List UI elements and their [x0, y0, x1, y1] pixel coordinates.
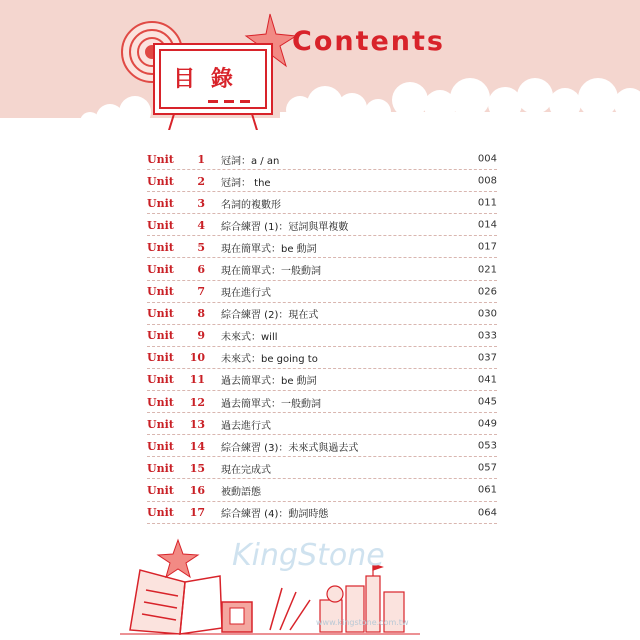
unit-label: Unit — [147, 174, 174, 188]
unit-label: Unit — [147, 218, 174, 232]
toc-row[interactable] — [147, 148, 497, 170]
unit-title: 綜合練習 (4)：動詞時態 — [221, 509, 329, 521]
page-number: 037 — [477, 352, 497, 364]
watermark-url: www.kingstone.com.tw — [316, 618, 409, 627]
header-illustration — [0, 0, 640, 130]
unit-number: 9 — [197, 329, 205, 343]
unit-title: 綜合練習 (3)：未來式與過去式 — [221, 442, 359, 454]
board-title: 目 錄 — [173, 67, 237, 92]
unit-number: 6 — [197, 263, 205, 277]
page-number: 011 — [477, 197, 497, 209]
unit-title: 過去簡單式：be 動詞 — [221, 376, 317, 388]
unit-label: Unit — [147, 351, 174, 365]
unit-number: 14 — [189, 439, 205, 453]
toc-row[interactable] — [147, 457, 497, 479]
page-number: 004 — [477, 153, 497, 165]
pencils-icon — [270, 588, 310, 630]
unit-label: Unit — [147, 483, 174, 497]
unit-title: 未來式：will — [221, 332, 278, 344]
unit-number: 10 — [189, 351, 205, 365]
unit-number: 8 — [197, 307, 205, 321]
star-icon — [158, 540, 198, 577]
page-number: 045 — [477, 396, 497, 408]
toc-row[interactable] — [147, 303, 497, 325]
toc-row[interactable] — [147, 502, 497, 524]
unit-title: 冠詞： the — [221, 177, 271, 189]
unit-label: Unit — [147, 307, 174, 321]
page-number: 064 — [477, 507, 497, 519]
unit-title: 現在簡單式：be 動詞 — [221, 243, 317, 255]
toc-row[interactable] — [147, 369, 497, 391]
unit-label: Unit — [147, 417, 174, 431]
toc-row[interactable] — [147, 192, 497, 214]
toc-row[interactable] — [147, 391, 497, 413]
unit-label: Unit — [147, 240, 174, 254]
page-number: 014 — [477, 219, 497, 231]
page-number: 017 — [477, 241, 497, 253]
unit-label: Unit — [147, 506, 174, 520]
unit-title: 冠詞：a / an — [221, 155, 280, 167]
unit-number: 15 — [189, 461, 205, 475]
unit-number: 11 — [189, 373, 205, 387]
unit-number: 12 — [189, 395, 205, 409]
unit-title: 未來式：be going to — [221, 354, 318, 366]
page-number: 026 — [477, 286, 497, 298]
table-of-contents — [147, 148, 497, 524]
page-number: 053 — [477, 440, 497, 452]
unit-title: 現在進行式 — [221, 288, 271, 300]
chalk-pieces — [208, 100, 250, 103]
unit-number: 16 — [189, 483, 205, 497]
open-book-icon — [130, 570, 222, 634]
unit-number: 3 — [197, 196, 205, 210]
page-number: 057 — [477, 462, 497, 474]
unit-number: 17 — [189, 506, 205, 520]
page-number: 041 — [477, 374, 497, 386]
unit-label: Unit — [147, 373, 174, 387]
unit-title: 名詞的複數形 — [221, 199, 281, 211]
letter-block-icon — [222, 602, 252, 632]
unit-label: Unit — [147, 395, 174, 409]
watermark-brand: KingStone — [232, 538, 385, 573]
toc-row[interactable] — [147, 236, 497, 258]
unit-title: 綜合練習 (2)：現在式 — [221, 310, 319, 322]
unit-title: 現在完成式 — [221, 464, 271, 476]
unit-number: 13 — [189, 417, 205, 431]
toc-row[interactable] — [147, 281, 497, 303]
unit-label: Unit — [147, 152, 174, 166]
toc-row[interactable] — [147, 325, 497, 347]
unit-label: Unit — [147, 285, 174, 299]
toc-row[interactable] — [147, 214, 497, 236]
unit-number: 5 — [197, 240, 205, 254]
unit-title: 現在簡單式：一般動詞 — [221, 266, 321, 278]
unit-title: 被動語態 — [221, 486, 261, 498]
unit-title: 過去進行式 — [221, 420, 271, 432]
unit-title: 綜合練習 (1)：冠詞與單複數 — [221, 221, 349, 233]
toc-row[interactable] — [147, 479, 497, 501]
unit-label: Unit — [147, 329, 174, 343]
unit-title: 過去簡單式：一般動詞 — [221, 398, 321, 410]
unit-label: Unit — [147, 196, 174, 210]
toc-row[interactable] — [147, 170, 497, 192]
unit-number: 7 — [197, 285, 205, 299]
toc-row[interactable] — [147, 258, 497, 280]
toc-row[interactable] — [147, 413, 497, 435]
unit-number: 1 — [197, 152, 205, 166]
unit-number: 2 — [197, 174, 205, 188]
page-number: 049 — [477, 418, 497, 430]
unit-number: 4 — [197, 218, 205, 232]
page-number: 030 — [477, 308, 497, 320]
page-number: 008 — [477, 175, 497, 187]
unit-label: Unit — [147, 263, 174, 277]
unit-label: Unit — [147, 439, 174, 453]
page-number: 033 — [477, 330, 497, 342]
unit-label: Unit — [147, 461, 174, 475]
toc-row[interactable] — [147, 347, 497, 369]
toc-row[interactable] — [147, 435, 497, 457]
contents-title: Contents — [292, 26, 446, 57]
page-number: 021 — [477, 264, 497, 276]
page-number: 061 — [477, 484, 497, 496]
